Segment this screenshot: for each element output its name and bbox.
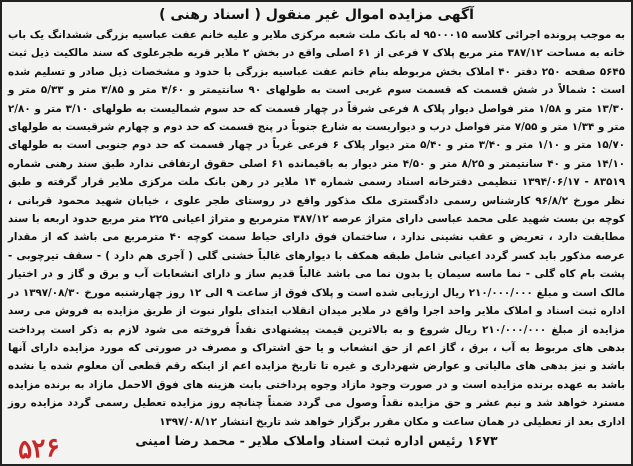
notice-title: آگهی مزایده اموال غیر منقول ( اسناد رهنی ) <box>159 7 474 23</box>
handwritten-number: ۵۲۶ <box>17 432 61 466</box>
notice-body: به موجب پرونده اجرائی کلاسه ۹۵۰۰۰۱۵ له بانک ملت شعبه مرکزی ملایر و علیه خانم عفت عباسیه بزرگی ششدانگ یک باب خانه به مساحت ۳۸۷/۱۲ متر مربع پلاک ۷ فرعی از ۶۱ اصلی واقع در بخش ۲ ملایر قریه طجرعلوی که سند مالکیت ذیل ثبت ۵۶۴۵ صفحه ۲۵۰ دفتر ۴۰ املاک بخش مربوطه بنام خانم عفت عباسیه بزرگی با حدود و مشخصات ذیل صادر و تسلیم شده است : شمالاً در شش قسمت که قسمت سوم غربی است به طولهای ۹۰ سانتیمتر و ۴/۶۰ متر و ۳/۸۵ متر و ۵/۳۳ متر و ۱۳/۳۰ متر و ۱/۵۸ متر فواصل دیوار پلاک ۸ فرعی شرقاً در چهار قسمت که حد سوم شمالیست به طولهای ۳/۱۰ متر و ۲/۸۰ متر و ۱/۳۴ متر و ۷/۵۵ متر فواصل درب و دیواریست به شارع جنوباً در پنج قسمت که حد دوم و چهارم شرقیست به طولهای ۱۵/۷۰ متر و ۱/۱۰ متر و ۳/۴۰ متر و ۵/۴۰ متر دیوار پلاک ۶ فرعی غرباً در چهار قسمت که حد دوم جنوبی است به طولهای ۱۴/۱۰ متر و ۴۰ سانتیمتر و ۸/۲۵ متر و ۴/۵۰ متر دیوار به باقیمانده ۶۱ اصلی حقوق ارتفاقی ندارد طبق سند رهنی شماره ۸۳۵۱۹ - ۱۳۹۴/۰۶/۱۷ تنظیمی دفترخانه اسناد رسمی شماره ۱۴ ملایر در رهن بانک ملت مرکزی ملایر قرار گرفته و طبق نظر مورخ ۹۶/۸/۲ کارشناس رسمی دادگستری ملک مذکور واقع در روستای طجر علوی ، خیابان شهید محمود قربانی ، کوچه بن بست شهید علی محمد عباسی دارای متراژ عرصه ۳۸۷/۱۲ مترمربع و متراژ اعیانی ۲۲۵ متر مربع حدود اربعه با سند مطابقت دارد ، تعریض و عقب نشینی ندارد ، ساختمان فوق دارای حیاط سمت کوچه ۴۰ مترمربع می باشد که از مقدار عرصه مذکور باید کسر گردد اعیانی شامل طبقه همکف با دیوارهای غالباً خشتی گلی ( آجری هم دارد ) - سقف تیرچوبی - پشت بام کاه گلی - نما ماسه سیمان یا بدون نما می باشد غالباً قدیم ساز و دارای انشعابات آب و برق و گاز و در اختیار مالک است و مبلغ ۲۱۰/۰۰۰/۰۰۰ ریال ارزیابی شده است و پلاک فوق از ساعت ۹ الی ۱۲ روز چهارشنبه مورخ ۱۳۹۷/۰۸/۳۰ در اداره ثبت اسناد و املاک ملایر واحد اجرا واقع در ملایر میدان انقلاب ابتدای بلوار نبوت از طریق مزایده به فروش می رسد مزایده از مبلغ ۲۱۰/۰۰۰/۰۰۰ ریال شروع و به بالاترین قیمت پیشنهادی نقداً فروخته می شود لازم به ذکر است پرداخت بدهی های مربوط به آب ، برق ، گاز اعم از حق انشعاب و یا حق اشتراک و مصرف در صورتی که مورد مزایده دارای آنها باشد و نیز بدهی های مالیاتی و عوارض شهرداری و غیره تا تاریخ مزایده اعم از اینکه رقم قطعی آن معلوم شده یا نشده باشد به عهده برنده مزایده است و در صورت وجود مازاد وجوه پرداختی بابت هزینه های فوق الاحمل مازاد به برنده مزایده مسترد خواهد شد و نیم عشر و حق مزایده نقداً وصول می گردد ضمناً چنانچه روز مزایده تعطیل رسمی گردد مزایده روز اداری بعد از تعطیلی در همان ساعت و مکان مقرر برگزار خواهد شد تاریخ انتشار ۱۳۹۷/۰۸/۱۲ <box>8 29 626 428</box>
notice-signature: ۱۶۷۳ رئیس اداره ثبت اسناد واملاک ملایر - محمد رضا امینی <box>135 432 498 448</box>
